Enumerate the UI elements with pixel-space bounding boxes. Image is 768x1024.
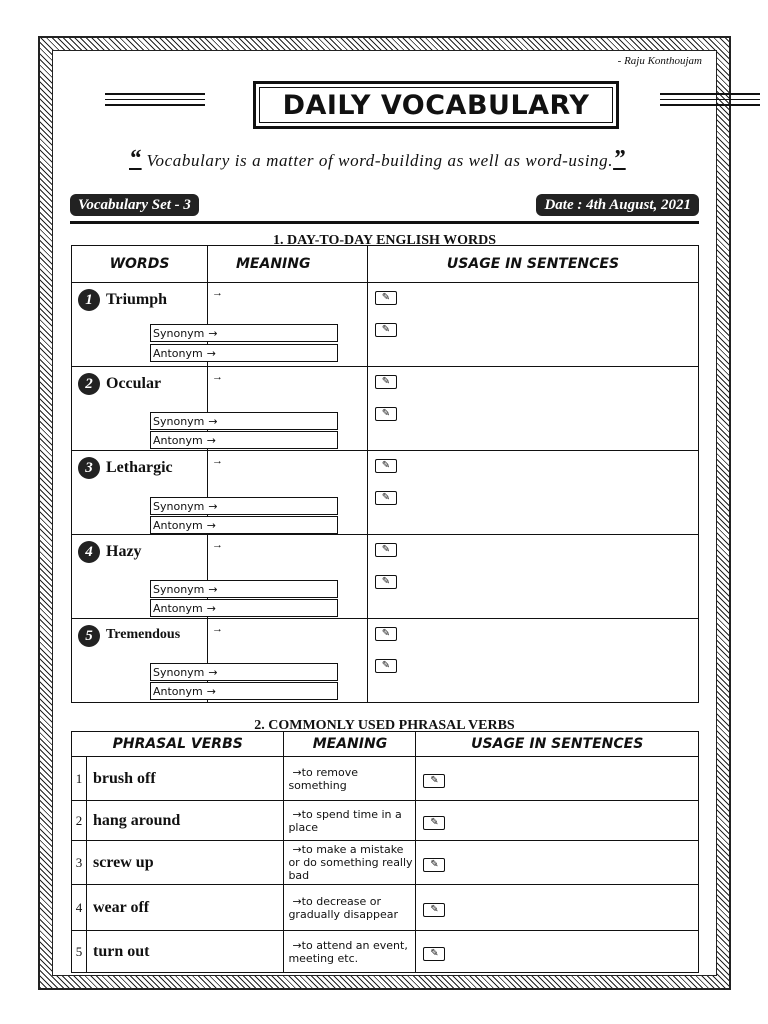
arrow-right-icon: → [206,519,216,532]
usage-cell[interactable] [416,801,699,841]
arrow-right-icon: → [292,843,302,856]
antonym-field[interactable] [150,599,338,617]
book-pencil-icon: ✎ [375,407,397,421]
row-number: 2 [72,801,87,841]
header-meaning: MEANING [284,732,416,757]
book-pencil-icon: ✎ [375,659,397,673]
phrasal-meaning: →to make a mistake or do something really bad [284,841,416,885]
arrow-right-icon: → [208,583,218,596]
arrow-right-icon: → [212,287,223,299]
book-pencil-icon: ✎ [375,491,397,505]
usage-cell[interactable] [416,757,699,801]
synonym-field[interactable] [150,497,338,515]
usage-cell[interactable] [416,841,699,885]
phrasal-verb: wear off [87,885,284,931]
word-row [72,451,699,535]
words-table [71,245,699,703]
book-pencil-icon: ✎ [375,291,397,305]
word-cell [72,619,218,703]
book-pencil-icon: ✎ [423,816,445,830]
usage-cell[interactable] [368,367,699,451]
word-text: Lethargic [106,459,173,476]
header-phrasal-verbs: PHRASAL VERBS [72,732,284,757]
phrasal-row [72,885,699,931]
section1-title: 1. DAY-TO-DAY ENGLISH WORDS [272,233,497,248]
arrow-right-icon: → [206,434,216,447]
phrasal-verb: brush off [87,757,284,801]
header-usage: USAGE IN SENTENCES [368,246,699,283]
book-pencil-icon: ✎ [375,323,397,337]
book-pencil-icon: ✎ [375,375,397,389]
phrasal-verb: hang around [87,801,284,841]
word-cell [72,283,218,367]
arrow-right-icon: → [206,347,216,360]
row-number: 5 [72,931,87,973]
date-badge: Date : 4th August, 2021 [536,194,699,216]
antonym-field[interactable] [150,516,338,534]
arrow-right-icon: → [292,938,302,952]
word-cell [72,535,218,619]
phrasal-meaning: →to remove something [284,757,416,801]
arrow-right-icon: → [208,500,218,513]
phrasal-row [72,931,699,973]
arrow-right-icon: → [212,455,223,467]
book-pencil-icon: ✎ [375,575,397,589]
arrow-right-icon: → [212,539,223,551]
arrow-right-icon: → [208,666,218,679]
section2-title: 2. COMMONLY USED PHRASAL VERBS [254,718,515,733]
word-row [72,619,699,703]
words-table-header [72,246,699,283]
title-box [253,81,619,129]
phrasal-verb: turn out [87,931,284,973]
antonym-label: Antonym [153,519,203,532]
usage-cell[interactable] [368,451,699,535]
quote [129,146,626,173]
book-pencil-icon: ✎ [423,858,445,872]
arrow-right-icon: → [292,765,302,779]
book-pencil-icon: ✎ [423,947,445,961]
word-text: Occular [106,375,162,392]
word-cell [72,451,218,535]
antonym-field[interactable] [150,344,338,362]
synonym-label: Synonym [153,583,205,596]
synonym-label: Synonym [153,415,205,428]
title-decoration-left [105,93,205,113]
vocabulary-set-badge: Vocabulary Set - 3 [70,194,199,216]
phrasal-meaning: →to decrease or gradually disappear [284,885,416,931]
quote-text: Vocabulary is a matter of word-building as well as word-using. [141,151,614,170]
antonym-label: Antonym [153,434,203,447]
arrow-right-icon: → [292,894,302,908]
number-badge: 4 [78,541,100,563]
row-number: 4 [72,885,87,931]
usage-cell[interactable] [416,931,699,973]
page-content [52,50,717,976]
antonym-field[interactable] [150,431,338,449]
page-border [38,36,731,990]
word-row [72,367,699,451]
synonym-field[interactable] [150,412,338,430]
word-text: Tremendous [106,627,181,642]
antonym-label: Antonym [153,685,203,698]
synonym-field[interactable] [150,580,338,598]
phrasal-table-header [72,732,699,757]
quote-close-mark: ” [613,146,626,172]
word-text: Hazy [106,543,142,560]
antonym-label: Antonym [153,602,203,615]
phrasal-verb: screw up [87,841,284,885]
divider [70,221,699,224]
number-badge: 1 [78,289,100,311]
header-usage: USAGE IN SENTENCES [416,732,699,757]
book-pencil-icon: ✎ [375,459,397,473]
synonym-label: Synonym [153,327,205,340]
phrasal-meaning: →to attend an event, meeting etc. [284,931,416,973]
usage-cell[interactable] [416,885,699,931]
arrow-right-icon: → [212,623,223,635]
synonym-field[interactable] [150,663,338,681]
row-number: 1 [72,757,87,801]
antonym-label: Antonym [153,347,203,360]
phrasal-verbs-table [71,731,699,973]
arrow-right-icon: → [206,685,216,698]
author-credit: - Raju Konthoujam [617,55,702,67]
arrow-right-icon: → [208,327,218,340]
synonym-field[interactable] [150,324,338,342]
number-badge: 5 [78,625,100,647]
antonym-field[interactable] [150,682,338,700]
book-pencil-icon: ✎ [375,543,397,557]
arrow-right-icon: → [206,602,216,615]
word-row [72,283,699,367]
synonym-label: Synonym [153,500,205,513]
word-text: Triumph [106,291,168,308]
book-pencil-icon: ✎ [375,627,397,641]
book-pencil-icon: ✎ [423,903,445,917]
title-decoration-right [660,93,760,113]
arrow-right-icon: → [212,371,223,383]
header-words: WORDS [72,246,208,283]
usage-cell[interactable] [368,283,699,367]
arrow-right-icon: → [292,807,302,821]
page-title: DAILY VOCABULARY [282,89,590,121]
number-badge: 2 [78,373,100,395]
synonym-label: Synonym [153,666,205,679]
phrasal-row [72,757,699,801]
phrasal-meaning: →to spend time in a place [284,801,416,841]
quote-open-mark: “ [129,146,142,172]
phrasal-row [72,841,699,885]
number-badge: 3 [78,457,100,479]
usage-cell[interactable] [368,535,699,619]
word-cell [72,367,218,451]
header-meaning: MEANING [208,246,368,283]
usage-cell[interactable] [368,619,699,703]
row-number: 3 [72,841,87,885]
phrasal-row [72,801,699,841]
arrow-right-icon: → [208,415,218,428]
book-pencil-icon: ✎ [423,774,445,788]
word-row [72,535,699,619]
